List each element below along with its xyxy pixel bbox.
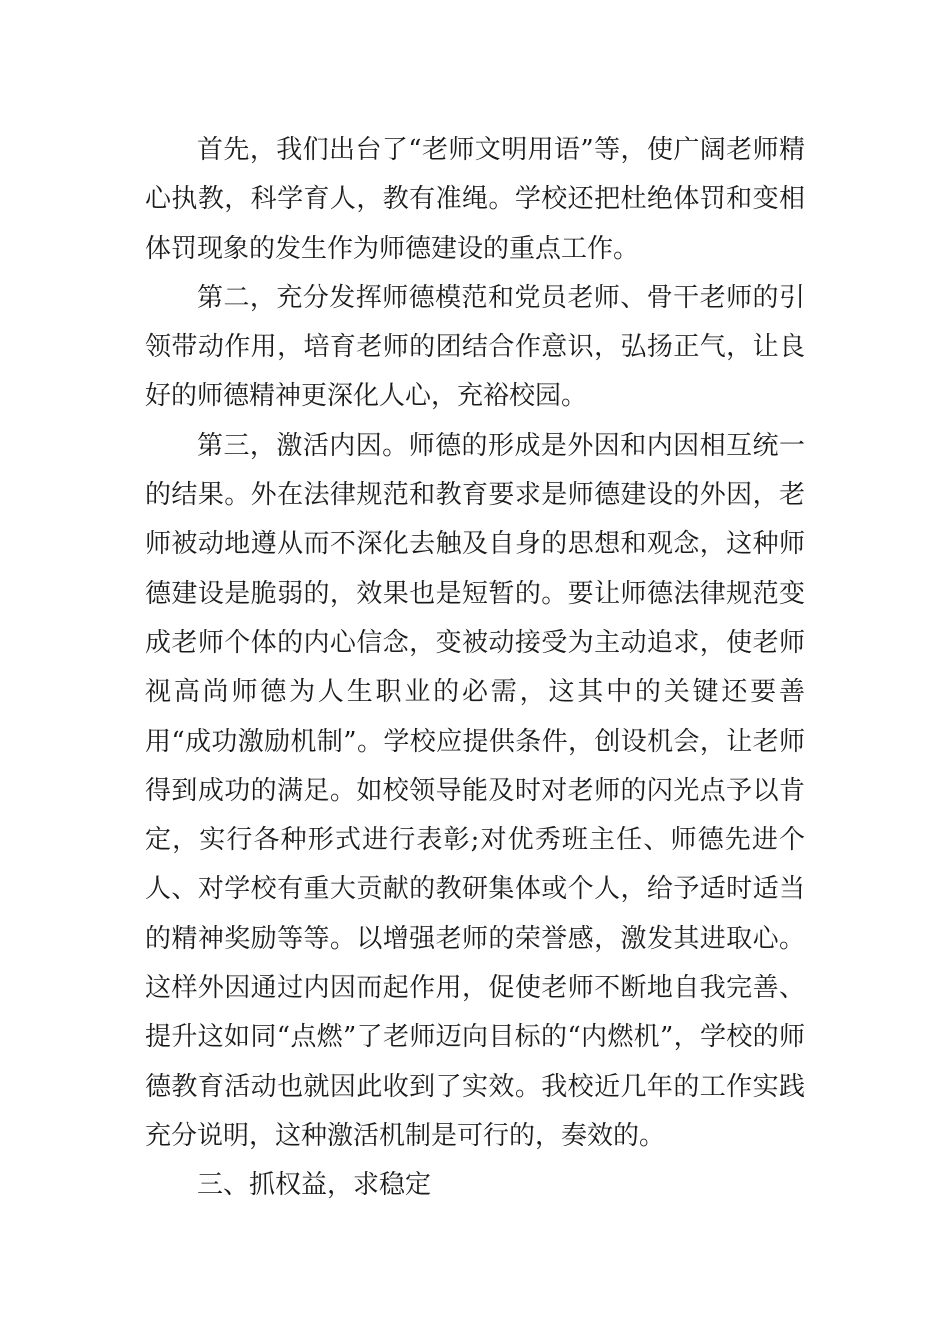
- section-heading: 三、抓权益，求稳定: [197, 1170, 432, 1201]
- paragraph-third: 第三，激活内因。师德的形成是外因和内因相互统一的结果。外在法律规范和教育要求是师德建设的外因，老师被动地遵从而不深化去触及自身的思想和观念，这种师德建设是脆弱的，效果也是短暂的。要让师德法律规范变成老师个体的内心信念，变被动接受为主动追求，使老师视高尚师德为人生职业的必需，这其中的关键还要善用“成功激励机制”。学校应提供条件，创设机会，让老师得到成功的满足。如校领导能及时对老师的闪光点予以肯定，实行各种形式进行表彰;对优秀班主任、师德先进个人、对学校有重大贡献的教研集体或个人，给予适时适当的精神奖励等等。以增强老师的荣誉感，激发其进取心。这样外因通过内因而起作用，促使老师不断地自我完善、提升这如同“点燃”了老师迈向目标的“内燃机”，学校的师德教育活动也就因此收到了实效。我校近几年的工作实践充分说明，这种激活机制是可行的，奏效的。: [145, 430, 805, 1151]
- document-body: [145, 126, 805, 1211]
- paragraph-second: 第二，充分发挥师德模范和党员老师、骨干老师的引领带动作用，培育老师的团结合作意识，弘扬正气，让良好的师德精神更深化人心，充裕校园。: [145, 282, 805, 412]
- paragraph-first: 首先，我们出台了“老师文明用语”等，使广阔老师精心执教，科学育人，教有准绳。学校还把杜绝体罚和变相体罚现象的发生作为师德建设的重点工作。: [145, 135, 805, 264]
